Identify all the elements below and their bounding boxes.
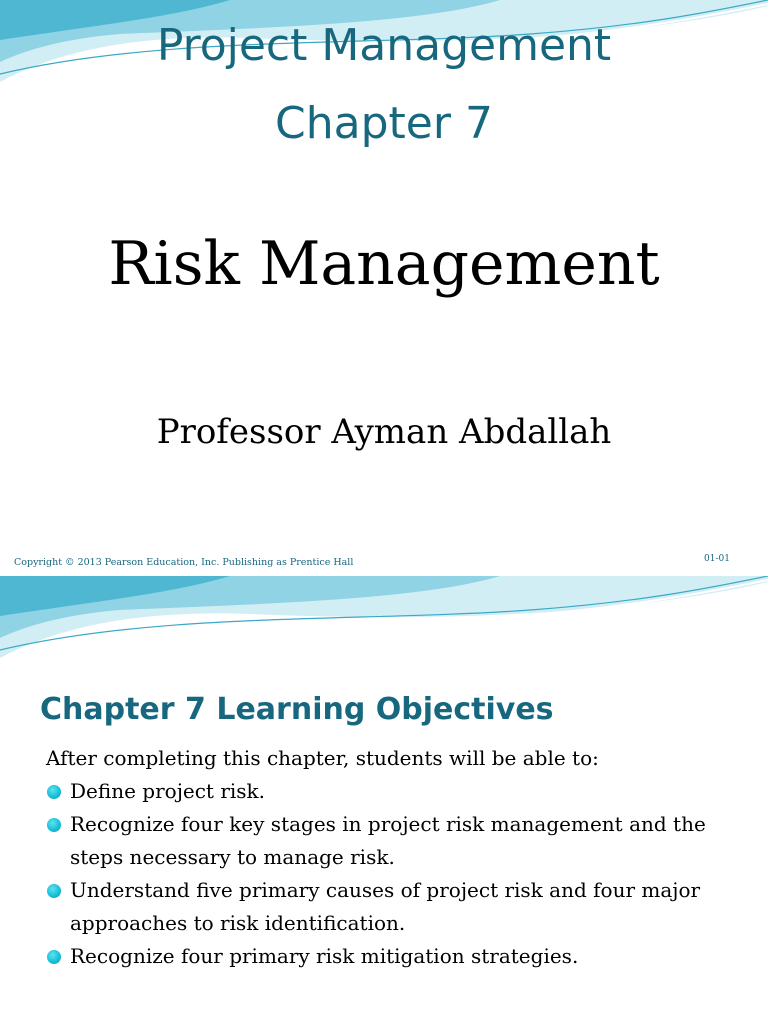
title-line-1: Project Management [156, 20, 612, 71]
objective-item [46, 775, 746, 808]
page-number: 01-01 [704, 554, 730, 564]
objectives-slide [0, 576, 768, 1024]
objective-item [46, 874, 746, 940]
bullet-icon [47, 818, 61, 832]
title-line-2: Chapter 7 [275, 98, 493, 149]
bullet-icon [47, 950, 61, 964]
bullet-icon [47, 785, 61, 799]
objective-text: Recognize four key stages in project risk management and the steps necessary to manage risk. [70, 812, 706, 869]
subtitle: Risk Management [108, 229, 660, 299]
objective-text: Understand five primary causes of project risk and four major approaches to risk identification. [70, 878, 701, 935]
objectives-list [46, 775, 746, 973]
objective-item [46, 808, 746, 874]
presenter-name: Professor Ayman Abdallah [156, 412, 612, 452]
objective-text: Recognize four primary risk mitigation strategies. [70, 944, 579, 968]
bullet-icon [47, 884, 61, 898]
objective-text: Define project risk. [70, 779, 266, 803]
intro-text: After completing this chapter, students will be able to: [46, 746, 599, 770]
slide-heading: Chapter 7 Learning Objectives [40, 692, 554, 727]
objective-item [46, 940, 746, 973]
wave-decoration [0, 576, 768, 676]
slide-body [46, 742, 746, 973]
copyright-notice: Copyright © 2013 Pearson Education, Inc. Publishing as Prentice Hall [14, 557, 354, 568]
